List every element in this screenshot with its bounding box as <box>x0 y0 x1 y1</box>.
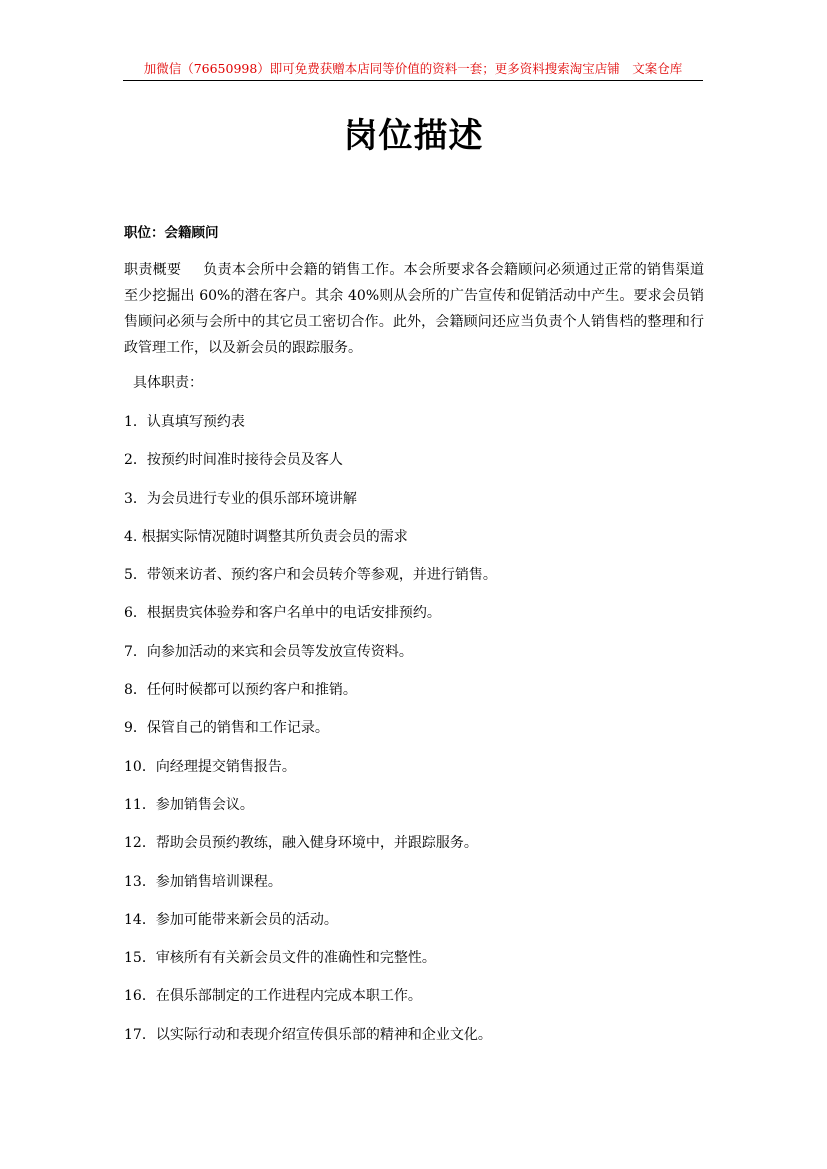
duty-item: 12．帮助会员预约教练，融入健身环境中，并跟踪服务。 <box>124 835 478 852</box>
duty-item: 6．根据贵宾体验券和客户名单中的电话安排预约。 <box>124 605 441 622</box>
duty-item: 5．带领来访者、预约客户和会员转介等参观，并进行销售。 <box>124 567 497 584</box>
duty-item: 15．审核所有有关新会员文件的准确性和完整性。 <box>124 950 436 967</box>
summary-label: 职责概要 <box>124 262 182 278</box>
position-line: 职位：会籍顾问 <box>124 225 219 241</box>
duty-item: 9．保管自己的销售和工作记录。 <box>124 720 329 737</box>
duty-item: 1．认真填写预约表 <box>124 414 245 430</box>
duty-item: 14．参加可能带来新会员的活动。 <box>124 911 338 928</box>
duty-item: 17．以实际行动和表现介绍宣传俱乐部的精神和企业文化。 <box>124 1026 492 1043</box>
page-header <box>123 58 703 81</box>
duty-item: 13．参加销售培训课程。 <box>124 873 282 890</box>
duty-item: 8．任何时候都可以预约客户和推销。 <box>124 682 357 699</box>
duty-list <box>124 412 497 1063</box>
duty-item: 7．向参加活动的来宾和会员等发放宣传资料。 <box>124 643 413 660</box>
document-title: 岗位描述 <box>343 116 484 156</box>
duty-item: 2．按预约时间准时接待会员及客人 <box>124 452 343 469</box>
duty-item: 3．为会员进行专业的俱乐部环境讲解 <box>124 490 357 507</box>
summary-paragraph <box>124 257 704 361</box>
duty-item: 4. 根据实际情况随时调整其所负责会员的需求 <box>124 528 408 545</box>
header-promo-text: 加微信（76650998）即可免费获赠本店同等价值的资料一套；更多资料搜索淘宝店铺 文案仓库 <box>143 61 683 76</box>
duty-item: 10．向经理提交销售报告。 <box>124 758 296 775</box>
duty-item: 16．在俱乐部制定的工作进程内完成本职工作。 <box>124 988 422 1005</box>
duties-heading: 具体职责： <box>133 375 203 391</box>
summary-text: 负责本会所中会籍的销售工作。本会所要求各会籍顾问必须通过正常的销售渠道至少挖掘出 60%的潜在客户。其余 40%则从会所的广告宣传和促销活动中产生。要求会员销售顾问必须与会所中的其它员工密切合作。此外，会籍顾问还应当负责个人销售档的整理和行政管理工作，以及新会员的跟踪服务。 <box>124 262 705 356</box>
duty-item: 11．参加销售会议。 <box>124 796 254 813</box>
